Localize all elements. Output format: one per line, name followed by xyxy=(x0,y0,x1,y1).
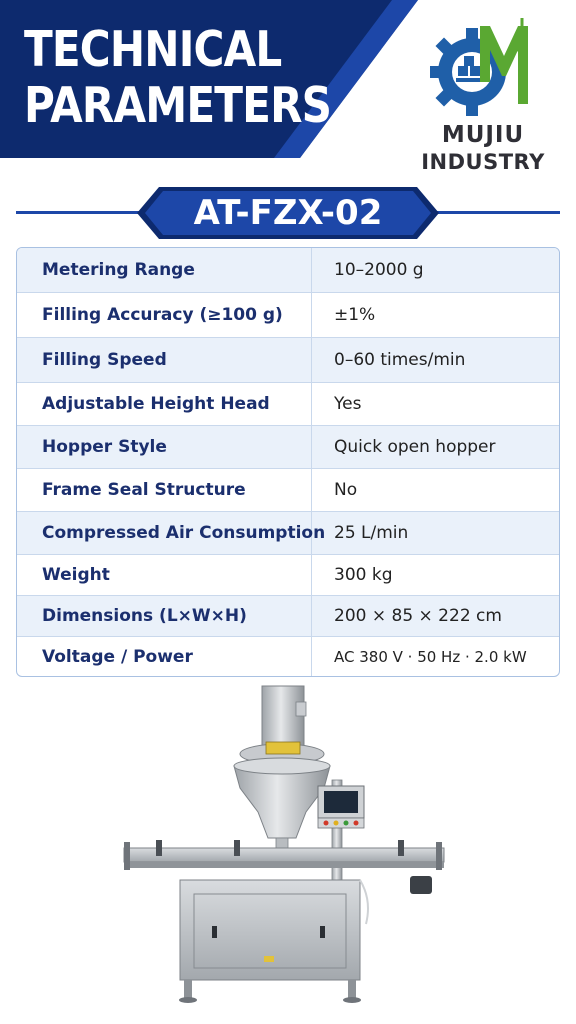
page-title-line-2: PARAMETERS xyxy=(24,77,332,134)
gear-m-logo-icon xyxy=(428,12,540,124)
table-row xyxy=(17,637,559,677)
model-rule-right xyxy=(430,211,560,214)
spec-value: No xyxy=(334,480,358,500)
model-rule-left xyxy=(16,211,146,214)
spec-table xyxy=(16,247,560,677)
spec-value: 25 L/min xyxy=(334,523,409,543)
spec-label: Filling Speed xyxy=(42,350,167,370)
table-row xyxy=(17,338,559,383)
table-row xyxy=(17,469,559,512)
spec-value: 0–60 times/min xyxy=(334,350,466,370)
table-row xyxy=(17,596,559,637)
brand-name-line-1: MUJIU xyxy=(441,122,525,148)
spec-label: Weight xyxy=(42,565,110,585)
spec-label: Frame Seal Structure xyxy=(42,480,246,500)
table-row xyxy=(17,512,559,555)
model-code: AT-FZX-02 xyxy=(193,193,383,233)
spec-label: Compressed Air Consumption xyxy=(42,523,326,543)
spec-value: 200 × 85 × 222 cm xyxy=(334,606,502,626)
spec-value: ±1% xyxy=(334,305,376,325)
spec-label: Voltage / Power xyxy=(42,647,193,667)
spec-label: Filling Accuracy (≥100 g) xyxy=(42,305,283,325)
spec-label: Dimensions (L×W×H) xyxy=(42,606,247,626)
spec-value: Quick open hopper xyxy=(334,437,496,457)
spec-value: 10–2000 g xyxy=(334,260,424,280)
spec-value: Yes xyxy=(334,394,362,414)
spec-label: Hopper Style xyxy=(42,437,167,457)
table-row xyxy=(17,383,559,426)
page-title-line-1: TECHNICAL xyxy=(24,21,282,78)
table-row xyxy=(17,293,559,338)
table-row xyxy=(17,248,559,293)
spec-value: AC 380 V · 50 Hz · 2.0 kW xyxy=(334,648,527,666)
table-row xyxy=(17,426,559,469)
auger-filling-machine-icon xyxy=(110,680,450,1010)
brand-name-line-2: INDUSTRY xyxy=(421,150,545,174)
table-row xyxy=(17,555,559,596)
page-title xyxy=(24,22,331,134)
spec-label: Adjustable Height Head xyxy=(42,394,270,414)
spec-value: 300 kg xyxy=(334,565,393,585)
spec-label: Metering Range xyxy=(42,260,195,280)
